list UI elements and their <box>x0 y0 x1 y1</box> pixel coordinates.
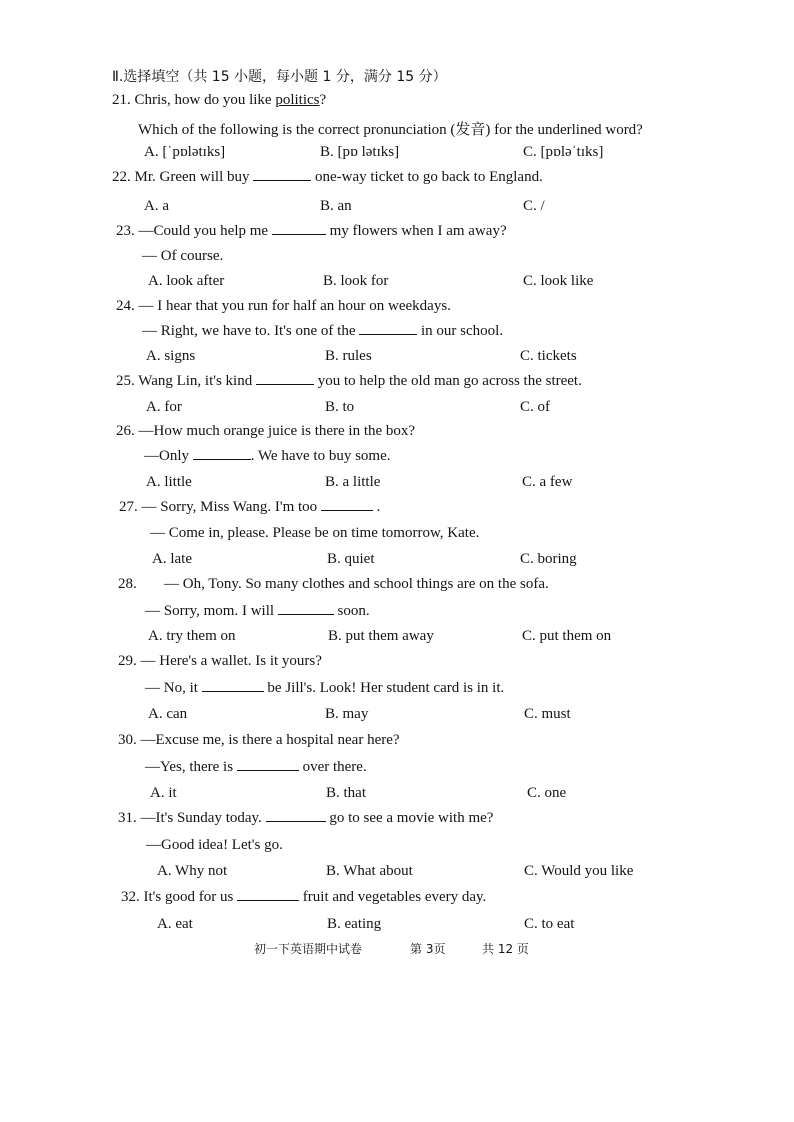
question-22 <box>112 169 543 186</box>
question-number: 32. <box>121 889 140 905</box>
reply-line <box>142 323 503 340</box>
answer-blank <box>266 810 326 822</box>
option-c: C. put them on <box>522 628 612 644</box>
question-28-text: — Oh, Tony. So many clothes and school things are on the sofa. <box>164 576 549 592</box>
question-29 <box>118 653 322 670</box>
answer-blank <box>193 448 251 460</box>
option-c: C. to eat <box>524 916 575 932</box>
option-a: A. signs <box>146 348 196 364</box>
question-text: — I hear that you run for half an hour on weekdays. <box>138 298 451 314</box>
reply-text-end: be Jill's. Look! Her student card is in it. <box>263 680 505 696</box>
question-number: 27. <box>119 499 138 515</box>
footer-page-number: 第 3页 <box>410 942 446 956</box>
option-c: C. boring <box>520 551 577 567</box>
option-b: B. [pɒ lətɪks] <box>320 144 400 160</box>
question-text: Chris, how do you like <box>134 92 276 108</box>
option-b: B. What about <box>326 863 413 879</box>
option-c: C. Would you like <box>524 863 634 879</box>
option-c: C. must <box>524 706 571 722</box>
question-26 <box>116 423 415 440</box>
reply-text: — Sorry, mom. I will <box>145 603 278 619</box>
question-21-instruction: Which of the following is the correct pronunciation (发音) for the underlined word? <box>138 122 643 138</box>
reply-line <box>145 759 367 776</box>
question-text: It's good for us <box>143 889 238 905</box>
option-b: B. an <box>320 198 352 214</box>
option-b: B. rules <box>325 348 372 364</box>
option-b: B. to <box>325 399 355 415</box>
question-number: 30. <box>118 732 137 748</box>
option-b: B. quiet <box>327 551 375 567</box>
question-23 <box>116 223 507 240</box>
option-b: B. look for <box>323 273 389 289</box>
reply-text-end: . We have to buy some. <box>250 448 391 464</box>
reply-text-end: in our school. <box>417 323 504 339</box>
option-a: A. can <box>148 706 188 722</box>
option-a: A. for <box>146 399 182 415</box>
question-text: —How much orange juice is there in the box? <box>138 423 416 439</box>
question-number: 23. <box>116 223 135 239</box>
answer-blank <box>237 759 299 771</box>
reply-text-end: over there. <box>298 759 367 775</box>
question-number: 26. <box>116 423 135 439</box>
answer-blank <box>256 373 314 385</box>
option-c: C. look like <box>523 273 594 289</box>
question-text: —Could you help me <box>138 223 272 239</box>
option-c: C. of <box>520 399 550 415</box>
reply-line: — Of course. <box>142 248 224 264</box>
question-30 <box>118 732 400 749</box>
footer-total-pages: 共 12 页 <box>482 942 529 956</box>
question-31 <box>118 810 493 827</box>
answer-blank <box>321 499 373 511</box>
answer-blank <box>272 223 326 235</box>
question-text: — Here's a wallet. Is it yours? <box>140 653 322 669</box>
question-text-end: one-way ticket to go back to England. <box>311 169 543 185</box>
reply-text: —Only <box>144 448 193 464</box>
question-number: 22. <box>112 169 131 185</box>
question-number: 24. <box>116 298 135 314</box>
question-number: 31. <box>118 810 137 826</box>
question-text: —Excuse me, is there a hospital near here? <box>140 732 400 748</box>
question-text-end: . <box>372 499 381 515</box>
option-b: B. put them away <box>328 628 434 644</box>
option-c: C. [pɒləˈtɪks] <box>523 144 604 160</box>
reply-line <box>144 448 391 465</box>
option-a: A. [ˈpɒlətɪks] <box>144 144 226 160</box>
question-text-end: fruit and vegetables every day. <box>299 889 487 905</box>
option-c: C. one <box>527 785 567 801</box>
reply-text-end: soon. <box>333 603 370 619</box>
question-21 <box>112 92 326 109</box>
reply-line <box>145 603 370 620</box>
reply-line: — Come in, please. Please be on time tomorrow, Kate. <box>150 525 480 541</box>
answer-blank <box>253 169 311 181</box>
question-24 <box>116 298 451 315</box>
question-number: 21. <box>112 92 131 108</box>
question-27 <box>119 499 380 516</box>
question-text-end: go to see a movie with me? <box>325 810 494 826</box>
answer-blank <box>359 323 417 335</box>
question-text: — Sorry, Miss Wang. I'm too <box>141 499 321 515</box>
question-text-end: you to help the old man go across the street. <box>313 373 582 389</box>
reply-text: —Yes, there is <box>145 759 237 775</box>
answer-blank <box>202 680 264 692</box>
question-28-number: 28. <box>118 576 137 592</box>
option-c: C. tickets <box>520 348 577 364</box>
option-b: B. a little <box>325 474 381 490</box>
option-c: C. a few <box>522 474 573 490</box>
option-a: A. little <box>146 474 192 490</box>
option-a: A. late <box>152 551 192 567</box>
reply-line: —Good idea! Let's go. <box>146 837 283 853</box>
question-number: 29. <box>118 653 137 669</box>
question-number: 25. <box>116 373 135 389</box>
question-text-end: ? <box>319 92 327 108</box>
question-text: —It's Sunday today. <box>140 810 266 826</box>
question-text: Wang Lin, it's kind <box>138 373 256 389</box>
option-a: A. eat <box>157 916 193 932</box>
reply-text: — Right, we have to. It's one of the <box>142 323 360 339</box>
option-b: B. eating <box>327 916 382 932</box>
option-a: A. a <box>144 198 169 214</box>
option-a: A. look after <box>148 273 225 289</box>
question-32 <box>121 889 486 906</box>
question-25 <box>116 373 582 390</box>
option-b: B. that <box>326 785 366 801</box>
underlined-word: politics <box>275 92 320 108</box>
section-title: Ⅱ.选择填空（共 15 小题，每小题 1 分，满分 15 分） <box>112 69 447 85</box>
option-a: A. try them on <box>148 628 236 644</box>
option-c: C. / <box>523 198 545 214</box>
answer-blank <box>278 603 334 615</box>
option-a: A. it <box>150 785 177 801</box>
option-b: B. may <box>325 706 369 722</box>
question-text-end: my flowers when I am away? <box>325 223 507 239</box>
footer-exam-title: 初一下英语期中试卷 <box>254 942 363 956</box>
option-a: A. Why not <box>157 863 228 879</box>
question-text: Mr. Green will buy <box>134 169 254 185</box>
answer-blank <box>237 889 299 901</box>
reply-text: — No, it <box>145 680 202 696</box>
reply-line <box>145 680 504 697</box>
